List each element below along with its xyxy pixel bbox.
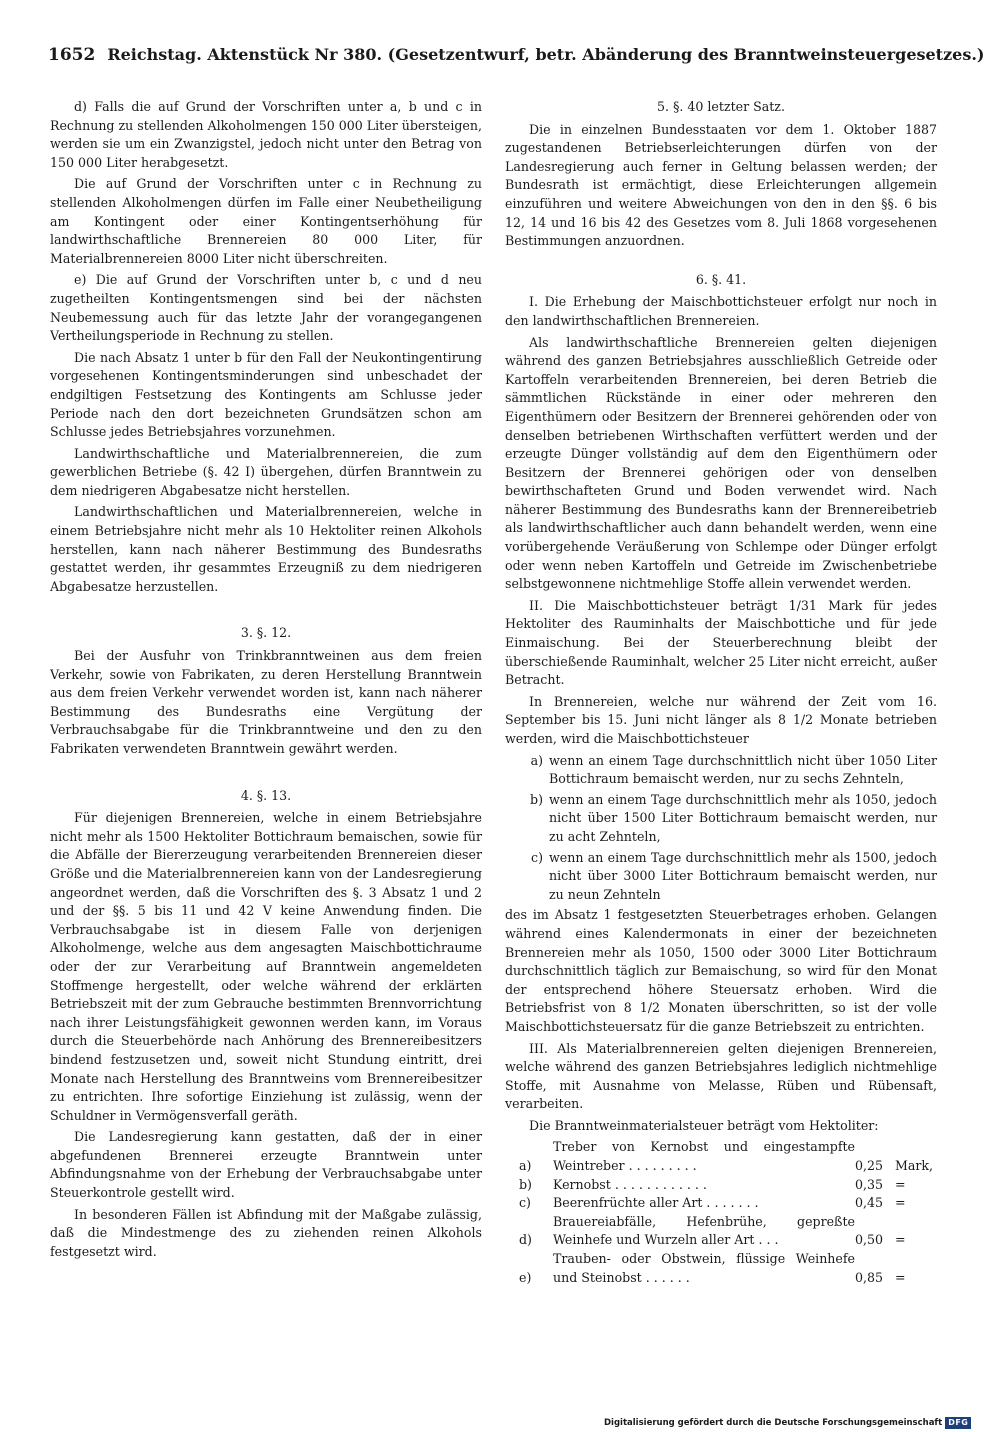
paragraph: III. Als Materialbrennereien gelten diejenigen Brennereien, welche während des ganzen Betriebsjahres lediglich nichtmehlige Stoffe, mit Ausnahme von Melasse, Rüben und Rübensaft, verarbeiten. <box>505 1040 937 1112</box>
rate-description: Treber von Kernobst und eingestampfte Weintreber . . . . . . . . . <box>553 1139 855 1174</box>
paragraph: In Brennereien, welche nur während der Zeit vom 16. September bis 15. Juni nicht länger als 8 1/2 Monate betrieben werden, wird die Maischbottichsteuer <box>505 693 937 746</box>
list-item <box>505 791 937 847</box>
paragraph: Landwirthschaftlichen und Materialbrennereien, welche in einem Betriebsjahre nicht mehr als 10 Hektoliter reinen Alkohols herstellen, kann nach näherer Bestimmung des Bundesraths gestattet werden, ihr gesammtes Erzeugniß zu dem niedrigeren Abgabesatze herzustellen. <box>50 504 482 594</box>
left-column <box>50 98 482 1264</box>
rate-value: 0,50 <box>855 1232 884 1248</box>
page-number: 1652 <box>48 45 96 65</box>
paragraph: Als landwirthschaftliche Brennereien gelten diejenigen während des ganzen Betriebsjahres ausschließlich Getreide oder Kartoffeln verarbeitenden Brennereien, bei deren Betrieb die sämmtlichen Rückstände in einer oder mehreren den Eigenthümern oder Besitzern der Brennerei gehörenden oder von denselben betriebenen Wirthschaften verfüttert werden und der erzeugte Dünger vollständig auf dem den Eigenthümern oder Besitzern der Brennerei gehörigen oder von denselben bewirthschafteten Grund und Boden verwendet wird. Nach näherer Bestimmung des Bundesraths kann der Brennereibetrieb als landwirthschaftlicher auch dann behandelt werden, wenn eine vorübergehende Veräußerung von Schlempe oder Dünger erfolgt oder wenn neben Kartoffeln und Getreide im Zwischenbetriebe selbstgewonnene nichtmehlige Stoffe allein verwendet werden. <box>505 334 937 592</box>
paragraph: Die in einzelnen Bundesstaaten vor dem 1. Oktober 1887 zugestandenen Betriebserleichterungen dürfen von der Landesregierung auch ferner in Geltung belassen werden; der Bundesrath ist ermächtigt, diese Erleichterungen allgemein einzuführen und weitere Abweichungen von den in den §§. 6 bis 12, 14 und 16 bis 42 des Gesetzes vom 8. Juli 1868 vorgesehenen Bestimmungen anzuordnen. <box>505 121 937 249</box>
rate-row <box>505 1138 937 1175</box>
paragraph: Die auf Grund der Vorschriften unter c in Rechnung zu stellenden Alkoholmengen dürfen im Falle einer Neubetheiligung am Kontingent oder einer Kontingentserhöhung für landwirthschaftliche Brennereien 80 000 Liter, für Materialbrennereien 8000 Liter nicht überschreiten. <box>50 176 482 266</box>
list-item-label: a) <box>530 752 543 768</box>
list-item-label: c) <box>531 849 543 865</box>
list-item-text: wenn an einem Tage durchschnittlich nicht über 1050 Liter Bottichraum bemaischt werden, nur zu sechs Zehnteln, <box>549 752 937 787</box>
paragraph: I. Die Erhebung der Maischbottichsteuer erfolgt nur noch in den landwirthschaftlichen Brennereien. <box>505 294 937 328</box>
list-item-label: b) <box>530 791 543 807</box>
paragraph: In besonderen Fällen ist Abfindung mit der Maßgabe zulässig, daß die Mindestmenge des zu ziehenden reinen Alkohols festgesetzt wird. <box>50 1206 482 1259</box>
list-item-text: wenn an einem Tage durchschnittlich mehr als 1500, jedoch nicht über 3000 Liter Bottichraum bemaischt werden, nur zu neun Zehnteln <box>549 849 937 902</box>
paragraph: des im Absatz 1 festgesetzten Steuerbetrages erhoben. Gelangen während eines Kalendermonats in einer der bezeichneten Brennereien mehr als 1050, 1500 oder 3000 Liter Bottichraum durchschnittlich täglich zur Bemaischung, so wird für den Monat der entsprechend höhere Steuersatz erhoben. Wird die Betriebsfrist von 8 1/2 Monaten überschritten, so ist der volle Maischbottichsteuersatz für die ganze Betriebszeit zu entrichten. <box>505 907 937 1034</box>
rate-row <box>505 1250 937 1287</box>
rate-value: 0,25 <box>855 1158 884 1174</box>
paragraph: e) Die auf Grund der Vorschriften unter b, c und d neu zugetheilten Kontingentsmengen sind bei der nächsten Neubemessung auch für das letzte Jahr der vorangegangenen Vertheilungsperiode in Rechnung zu stellen. <box>50 272 482 344</box>
rate-description: Trauben- oder Obstwein, flüssige Weinhefe und Steinobst . . . . . . <box>553 1251 855 1285</box>
paragraph: Landwirthschaftliche und Materialbrennereien, die zum gewerblichen Betriebe (§. 42 I) übergehen, dürfen Branntwein zu dem niedrigeren Abgabesatze nicht herstellen. <box>50 445 482 498</box>
section-heading: 4. §. 13. <box>240 787 292 803</box>
section-heading: 3. §. 12. <box>240 625 292 641</box>
list-item-text: wenn an einem Tage durchschnittlich mehr als 1050, jedoch nicht über 1500 Liter Bottichraum bemaischt werden, nur zu acht Zehnteln, <box>549 791 937 844</box>
rate-unit: = <box>895 1195 906 1211</box>
rate-value: 0,85 <box>855 1269 884 1285</box>
header-title: Reichstag. Aktenstück Nr 380. (Gesetzentwurf, betr. Abänderung des Branntweinsteuergesetzes.) <box>107 45 985 64</box>
rate-value: 0,45 <box>855 1195 884 1211</box>
rate-unit: = <box>895 1232 906 1248</box>
rate-row <box>505 1176 937 1195</box>
digitization-footer <box>604 1417 988 1429</box>
rate-description: Brauereiabfälle, Hefenbrühe, gepreßte Weinhefe und Wurzeln aller Art . . . <box>553 1213 855 1248</box>
rate-description: Beerenfrüchte aller Art . . . . . . . <box>553 1195 759 1211</box>
list-item <box>505 849 937 905</box>
paragraph: Für diejenigen Brennereien, welche in einem Betriebsjahre nicht mehr als 1500 Hektoliter Bottichraum bemaischen, sowie für die Abfälle der Biererzeugung verarbeitenden Brennereien dieser Größe und die Materialbrennereien kann von der Landesregierung angeordnet werden, daß die Vorschriften des §. 3 Absatz 1 und 2 und der §§. 5 bis 11 und 42 V keine Anwendung finden. Die Verbrauchsabgabe ist in diesem Falle von derjenigen Alkoholmenge, welche aus dem angesagten Maischbottichraume oder der zur Verarbeitung auf Branntwein angemeldeten Stoffmenge hergestellt, oder welche während der erklärten Betriebszeit mit der zum Gebrauche bestimmten Brennvorrichtung nach ihrer Leistungsfähigkeit gewonnen werden kann, im Voraus durch die Steuerbehörde nach Anhörung des Brennereibesitzers bindend festzusetzen und, soweit nicht Stundung eintritt, drei Monate nach Herstellung des Branntweins vom Brennereibesitzer zu entrichten. Ihre sofortige Einziehung ist zulässig, wenn der Schuldner in Vermögensverfall geräth. <box>50 810 482 1123</box>
rate-value: 0,35 <box>855 1176 884 1192</box>
dfg-logo: DFG <box>945 1417 971 1429</box>
paragraph: d) Falls die auf Grund der Vorschriften unter a, b und c in Rechnung zu stellenden Alkoholmengen 150 000 Liter übersteigen, werden sie um ein Zwanzigstel, jedoch nicht unter den Betrag von 150 000 Liter herabgesetzt. <box>50 99 482 170</box>
rate-label: a) <box>519 1158 532 1174</box>
footer-text: Digitalisierung gefördert durch die Deutsche Forschungsgemeinschaft <box>604 1418 943 1428</box>
rate-label: e) <box>519 1269 532 1285</box>
rate-unit: Mark, <box>895 1158 934 1174</box>
paragraph: Die Branntweinmaterialsteuer beträgt vom Hektoliter: <box>529 1117 879 1133</box>
list-item <box>505 752 937 789</box>
paragraph: Bei der Ausfuhr von Trinkbranntweinen aus dem freien Verkehr, sowie von Fabrikaten, zu deren Herstellung Branntwein aus dem freien Verkehr verwendet worden ist, kann nach näherer Bestimmung des Bundesraths eine Vergütung der Verbrauchsabgabe für die Trinkbranntweine und den zu den Fabrikaten verwendeten Branntwein gewährt werden. <box>50 648 482 756</box>
rate-row <box>505 1194 937 1213</box>
rate-row <box>505 1213 937 1250</box>
rate-label: d) <box>519 1232 532 1248</box>
rate-unit: = <box>895 1269 906 1285</box>
section-heading: 5. §. 40 letzter Satz. <box>657 99 785 114</box>
paragraph: II. Die Maischbottichsteuer beträgt 1/31 Mark für jedes Hektoliter des Rauminhalts der Maischbottiche und für jede Einmaischung. Bei der Steuerberechnung bleibt der überschießende Rauminhalt, welcher 25 Liter nicht erreicht, außer Betracht. <box>505 597 937 688</box>
section-heading: 6. §. 41. <box>695 271 747 287</box>
rate-label: c) <box>519 1195 531 1211</box>
rate-table <box>505 1138 937 1287</box>
rate-description: Kernobst . . . . . . . . . . . . <box>553 1176 707 1192</box>
rate-label: b) <box>519 1176 532 1192</box>
paragraph: Die nach Absatz 1 unter b für den Fall der Neukontingentirung vorgesehenen Kontingentsminderungen sind unbeschadet der endgiltigen Festsetzung des Kontingents am Schlusse jeder Periode nach den dort bezeichneten Grundsätzen schon am Schlusse jedes Betriebsjahres vorzunehmen. <box>50 349 482 440</box>
right-column <box>505 98 937 1287</box>
page-header <box>48 44 985 66</box>
paragraph: Die Landesregierung kann gestatten, daß der in einer abgefundenen Brennerei erzeugte Branntwein unter Abfindungsnahme von der Erhebung der Verbrauchsabgabe unter Steuerkontrole gestellt wird. <box>50 1129 482 1201</box>
rate-unit: = <box>895 1176 906 1192</box>
